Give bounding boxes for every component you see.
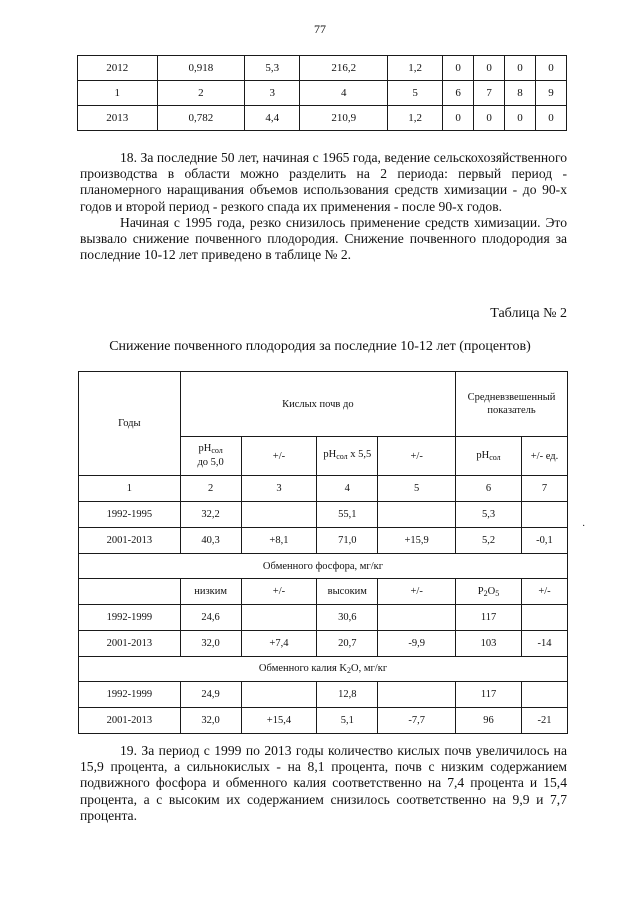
table-cell: 20,7 <box>317 631 378 657</box>
table-row <box>78 106 567 131</box>
table-title: Снижение почвенного плодородия за последние 10-12 лет (процентов) <box>109 339 531 354</box>
table-cell: 0 <box>443 56 474 81</box>
table-cell <box>378 502 456 528</box>
table-cell: -14 <box>521 631 567 657</box>
table-cell: 1992-1995 <box>79 502 181 528</box>
table-cell: +7,4 <box>241 631 317 657</box>
phosphorus-section-title: Обменного фосфора, мг/кг <box>79 554 568 579</box>
table-cell: 5,2 <box>456 528 522 554</box>
ph-symbol: pH <box>323 449 337 460</box>
paragraph-18-part-1: 18. За последние 50 лет, начиная с 1965 года, ведение сельскохозяйственного производства в области можно разделить на 2 периода: первый период - планомерного наращивания объемов использования средств химизации - до 90-х годов и второй период - резкого спада их применения - после 90-х годов. <box>80 150 567 214</box>
table-cell: 40,3 <box>180 528 241 554</box>
table-cell: 1,2 <box>388 56 443 81</box>
table-cell: 55,1 <box>317 502 378 528</box>
table-cell: 210,9 <box>300 106 388 131</box>
table-cell: 8 <box>505 81 536 106</box>
paragraph-19 <box>80 743 567 824</box>
table-cell: 4 <box>317 476 378 502</box>
plus-minus-header: +/- <box>241 437 317 476</box>
table-row <box>79 631 568 657</box>
ph-index: сол <box>336 452 348 461</box>
table-row <box>79 502 568 528</box>
paragraph-19-text: 19. За период с 1999 по 2013 годы количество кислых почв увеличилось на 15,9 процента, а сильнокислых - на 8,1 процента, почв с низким содержанием подвижного фосфора и обменного калия соответственно на 7,4 процента и 15,4 процента, а с высоким их содержанием снизилось соответственно на 9,9 и 7,7 процента. <box>80 743 567 823</box>
phosphorus-subheader-row <box>79 579 568 605</box>
table-cell: 32,2 <box>180 502 241 528</box>
table-cell <box>521 605 567 631</box>
potassium-section-title <box>79 657 568 682</box>
low-header: низким <box>180 579 241 605</box>
table-cell: 30,6 <box>317 605 378 631</box>
table-cell <box>521 502 567 528</box>
table-cell: 12,8 <box>317 682 378 708</box>
table-cell: 0 <box>535 106 566 131</box>
table-cell: 0 <box>474 56 505 81</box>
table-row <box>79 682 568 708</box>
table-cell: 7 <box>474 81 505 106</box>
high-header: высоким <box>317 579 378 605</box>
potassium-title-prefix: Обменного калия K <box>258 663 348 674</box>
table-cell: 2 <box>157 81 245 106</box>
table-row <box>79 528 568 554</box>
paragraph-18-part-2: Начиная с 1995 года, резко снизилось применение средств химизации. Это вызвало снижение почвенного плодородия. Снижение почвенного плодородия за последние 10-12 лет приведено в таблице № 2. <box>80 214 567 263</box>
table-cell <box>378 682 456 708</box>
table-cell: +15,4 <box>241 708 317 734</box>
p2o5-o: O <box>487 585 496 597</box>
table-cell: 103 <box>456 631 522 657</box>
table-cell: 2001-2013 <box>79 528 181 554</box>
table-cell: 216,2 <box>300 56 388 81</box>
table-cell: 0 <box>505 56 536 81</box>
table-cell: 5,1 <box>317 708 378 734</box>
section-row <box>79 657 568 682</box>
table-cell: 2012 <box>78 56 158 81</box>
table-cell: 3 <box>241 476 317 502</box>
table-cell <box>241 502 317 528</box>
table-cell: 0 <box>443 106 474 131</box>
table-cell: 1 <box>78 81 158 106</box>
table-cell: -21 <box>521 708 567 734</box>
continued-data-table <box>77 55 567 131</box>
plus-minus-header: +/- <box>378 579 456 605</box>
table-cell: 2001-2013 <box>79 631 181 657</box>
ph-le-suffix: до 5,0 <box>197 457 224 468</box>
years-header: Годы <box>79 372 181 476</box>
p2o5-header <box>456 579 522 605</box>
table-cell: 1,2 <box>388 106 443 131</box>
table-cell: 7 <box>521 476 567 502</box>
table-cell: 0,918 <box>157 56 245 81</box>
ph-symbol: pH <box>476 450 490 461</box>
soil-fertility-table <box>78 371 568 734</box>
table-cell: -0,1 <box>521 528 567 554</box>
p2o5-2: 2 <box>483 588 488 598</box>
table-cell: 5 <box>388 81 443 106</box>
ph-index: сол <box>489 453 501 462</box>
paragraph-18 <box>80 150 567 263</box>
table-cell <box>241 605 317 631</box>
plus-minus-header: +/- <box>241 579 317 605</box>
empty-cell <box>79 579 181 605</box>
table-cell: +15,9 <box>378 528 456 554</box>
table-cell: 71,0 <box>317 528 378 554</box>
table-cell: 2013 <box>78 106 158 131</box>
acid-soils-group-header: Кислых почв до <box>180 372 455 437</box>
column-number-row <box>79 476 568 502</box>
stray-mark: · <box>582 521 586 532</box>
table-row <box>78 56 567 81</box>
table-cell: 1 <box>79 476 181 502</box>
plus-minus-header: +/- <box>378 437 456 476</box>
table-cell: -7,7 <box>378 708 456 734</box>
table-cell: 24,9 <box>180 682 241 708</box>
table-cell: 96 <box>456 708 522 734</box>
table-cell: 9 <box>535 81 566 106</box>
table-cell: 4,4 <box>245 106 300 131</box>
table-row <box>79 605 568 631</box>
potassium-title-subscript: 2 <box>347 666 352 675</box>
table-cell <box>521 682 567 708</box>
table-cell: 5 <box>378 476 456 502</box>
table-cell: -9,9 <box>378 631 456 657</box>
table-row <box>78 81 567 106</box>
table-label: Таблица № 2 <box>490 306 567 321</box>
header-row <box>79 372 568 437</box>
table-cell: 0,782 <box>157 106 245 131</box>
table-cell: 1992-1999 <box>79 682 181 708</box>
table-row <box>79 708 568 734</box>
plus-minus-header: +/- <box>521 579 567 605</box>
plus-minus-unit-header: +/- ед. <box>521 437 567 476</box>
table-cell: 0 <box>505 106 536 131</box>
table-cell: 5,3 <box>245 56 300 81</box>
table-cell: 0 <box>474 106 505 131</box>
table-cell: 0 <box>535 56 566 81</box>
table-cell: 3 <box>245 81 300 106</box>
table-cell <box>378 605 456 631</box>
table-cell: 6 <box>456 476 522 502</box>
table-cell: 4 <box>300 81 388 106</box>
ph-symbol: pH <box>198 443 212 454</box>
ph-x-header <box>317 437 378 476</box>
table-cell: 2 <box>180 476 241 502</box>
table-cell: 6 <box>443 81 474 106</box>
table-cell: 117 <box>456 605 522 631</box>
table-cell: +8,1 <box>241 528 317 554</box>
p2o5-5: 5 <box>495 588 500 598</box>
table-cell: 24,6 <box>180 605 241 631</box>
weighted-indicator-header: Средневзвешенный показатель <box>456 372 568 437</box>
table-cell: 32,0 <box>180 708 241 734</box>
ph-x-suffix: х 5,5 <box>350 449 372 460</box>
ph-weighted-header <box>456 437 522 476</box>
potassium-title-suffix: O, мг/кг <box>351 663 388 674</box>
ph-le-5-header <box>180 437 241 476</box>
table-cell: 1992-1999 <box>79 605 181 631</box>
table-cell: 5,3 <box>456 502 522 528</box>
table-cell: 2001-2013 <box>79 708 181 734</box>
section-row <box>79 554 568 579</box>
ph-index: сол <box>211 446 223 455</box>
page-number: 77 <box>314 22 326 36</box>
table-cell <box>241 682 317 708</box>
table-cell: 117 <box>456 682 522 708</box>
p2o5-p: P <box>477 585 484 597</box>
table-cell: 32,0 <box>180 631 241 657</box>
